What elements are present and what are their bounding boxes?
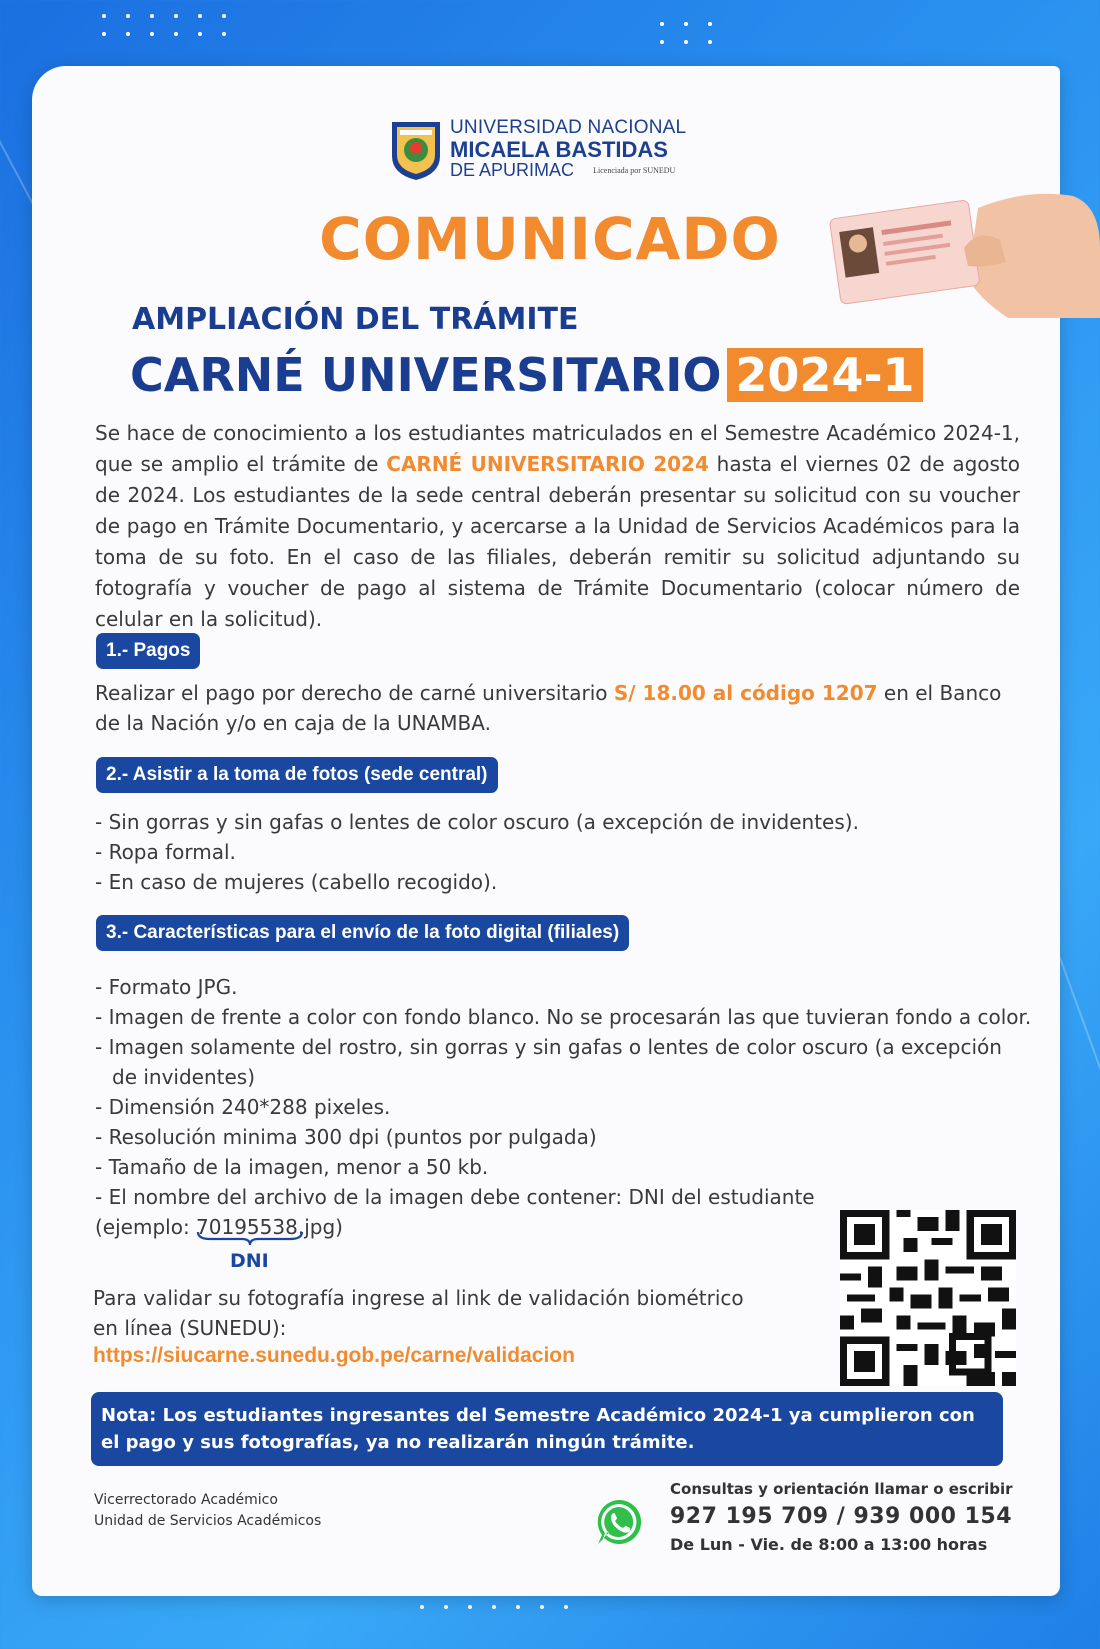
list-item: - Ropa formal. bbox=[95, 840, 236, 864]
logo-line-1: UNIVERSIDAD NACIONAL bbox=[450, 117, 687, 138]
list-item: - Sin gorras y sin gafas o lentes de color oscuro (a excepción de invidentes). bbox=[95, 810, 859, 834]
validation-text bbox=[93, 1283, 744, 1343]
dni-label: DNI bbox=[230, 1250, 269, 1272]
university-logo bbox=[388, 118, 686, 182]
list-item: - El nombre del archivo de la imagen debe contener: DNI del estudiante bbox=[95, 1185, 815, 1209]
decorative-dots bbox=[660, 22, 712, 44]
list-item: - Imagen solamente del rostro, sin gorras y sin gafas o lentes de color oscuro (a excepción bbox=[95, 1035, 1002, 1059]
section-1-text bbox=[95, 678, 1035, 738]
logo-line-3: DE APURIMAC bbox=[450, 160, 575, 181]
university-crest-icon bbox=[388, 118, 444, 182]
intro-text-2: hasta el viernes 02 de agosto de 2024. Los estudiantes de la sede central deberán presentar su solicitud con su voucher de pago en Trámite Documentario, y acercarse a la Unidad de Servicios Académicos para la toma de su foto. En el caso de las filiales, deberán remitir su solicitud adjuntando su fotografía y voucher de pago al sistema de Trámite Documentario (colocar número de celular en la solicitud). bbox=[95, 452, 1021, 631]
contact-phones[interactable]: 927 195 709 / 939 000 154 bbox=[670, 1504, 1013, 1529]
section-2-badge: 2.- Asistir a la toma de fotos (sede central) bbox=[96, 757, 498, 793]
footer-line-1: Vicerrectorado Académico bbox=[94, 1492, 278, 1508]
footer-signature bbox=[94, 1490, 321, 1532]
validation-line-1: Para validar su fotografía ingrese al link de validación biométrico bbox=[93, 1286, 744, 1310]
note-banner: Nota: Los estudiantes ingresantes del Semestre Académico 2024-1 ya cumplieron con el pago y sus fotografías, ya no realizarán ningún trámite. bbox=[91, 1392, 1003, 1466]
list-item: - Formato JPG. bbox=[95, 975, 238, 999]
section-2-list bbox=[95, 807, 859, 897]
section-1-text-3: de la Nación y/o en caja de la UNAMBA. bbox=[95, 711, 491, 735]
contact-hours: De Lun - Vie. de 8:00 a 13:00 horas bbox=[670, 1535, 988, 1554]
dni-brace-icon bbox=[196, 1230, 304, 1246]
section-3-list bbox=[95, 972, 1031, 1242]
decorative-dots bbox=[102, 14, 226, 36]
footer-line-2: Unidad de Servicios Académicos bbox=[94, 1513, 322, 1529]
section-1-text-2: en el Banco bbox=[877, 681, 1002, 705]
section-1-badge: 1.- Pagos bbox=[96, 633, 200, 669]
intro-paragraph bbox=[95, 418, 1020, 635]
section-1-highlight: S/ 18.00 al código 1207 bbox=[613, 681, 878, 705]
intro-highlight: CARNÉ UNIVERSITARIO 2024 bbox=[386, 452, 709, 476]
subtitle-carne-text: CARNÉ UNIVERSITARIO bbox=[130, 348, 722, 402]
whatsapp-icon[interactable] bbox=[594, 1497, 644, 1547]
list-item: - Tamaño de la imagen, menor a 50 kb. bbox=[95, 1155, 489, 1179]
decorative-dots bbox=[420, 1605, 568, 1609]
list-item: de invidentes) bbox=[112, 1065, 256, 1089]
contact-info bbox=[670, 1480, 1013, 1554]
qr-code-icon[interactable] bbox=[840, 1210, 1016, 1386]
section-1-text-1: Realizar el pago por derecho de carné universitario bbox=[95, 681, 614, 705]
validation-line-2: en línea (SUNEDU): bbox=[93, 1316, 287, 1340]
section-3-badge: 3.- Características para el envío de la foto digital (filiales) bbox=[96, 915, 629, 951]
list-item: - Imagen de frente a color con fondo blanco. No se procesarán las que tuvieran fondo a color. bbox=[95, 1005, 1032, 1029]
validation-link[interactable]: https://siucarne.sunedu.gob.pe/carne/validacion bbox=[93, 1344, 575, 1367]
intro-text-1: Se hace de conocimiento a los estudiantes matriculados en el Semestre Académico 2024-1, que se amplio el trámite de bbox=[95, 421, 1020, 476]
subtitle-ampliacion: AMPLIACIÓN DEL TRÁMITE bbox=[132, 302, 579, 337]
id-card-icon bbox=[828, 188, 1100, 318]
year-badge: 2024-1 bbox=[727, 348, 922, 402]
license-text: Licenciada por SUNEDU bbox=[593, 166, 676, 176]
subtitle-carne bbox=[130, 348, 923, 402]
list-item: - Dimensión 240*288 pixeles. bbox=[95, 1095, 391, 1119]
contact-title: Consultas y orientación llamar o escribir bbox=[670, 1480, 1013, 1498]
list-item: (ejemplo: 70195538.jpg) bbox=[95, 1215, 343, 1239]
page-title: COMUNICADO bbox=[319, 205, 781, 273]
list-item: - En caso de mujeres (cabello recogido). bbox=[95, 870, 498, 894]
list-item: - Resolución minima 300 dpi (puntos por pulgada) bbox=[95, 1125, 597, 1149]
logo-line-2: MICAELA BASTIDAS bbox=[450, 136, 668, 162]
